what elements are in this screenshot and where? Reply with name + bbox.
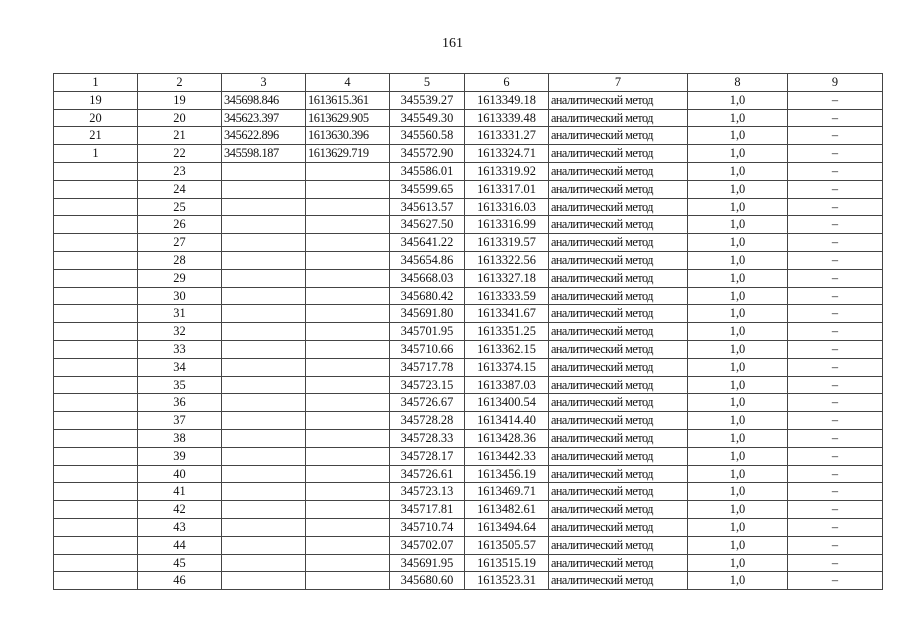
y-coordinate-cell: 1613400.54 xyxy=(465,394,549,412)
y-coordinate-cell: 1613324.71 xyxy=(465,145,549,163)
method-cell: аналитический метод xyxy=(549,109,688,127)
method-cell: аналитический метод xyxy=(549,162,688,180)
y-coordinate-cell: 1613428.36 xyxy=(465,429,549,447)
y-coordinate-cell: 1613629.905 xyxy=(306,109,390,127)
table-row xyxy=(54,180,883,198)
point-number-cell: 28 xyxy=(138,251,222,269)
x-coordinate-cell xyxy=(222,162,306,180)
y-coordinate-cell: 1613322.56 xyxy=(465,251,549,269)
method-cell: аналитический метод xyxy=(549,127,688,145)
x-coordinate-cell xyxy=(222,251,306,269)
method-cell: аналитический метод xyxy=(549,465,688,483)
point-number-cell: 34 xyxy=(138,358,222,376)
x-coordinate-cell xyxy=(222,269,306,287)
y-coordinate-cell: 1613327.18 xyxy=(465,269,549,287)
accuracy-cell: 1,0 xyxy=(688,518,788,536)
x-coordinate-cell xyxy=(222,447,306,465)
point-number-cell xyxy=(54,376,138,394)
y-coordinate-cell xyxy=(306,358,390,376)
point-number-cell: 27 xyxy=(138,234,222,252)
x-coordinate-cell: 345586.01 xyxy=(390,162,465,180)
column-header: 8 xyxy=(688,74,788,92)
accuracy-cell: 1,0 xyxy=(688,394,788,412)
x-coordinate-cell xyxy=(222,483,306,501)
y-coordinate-cell xyxy=(306,394,390,412)
method-cell: аналитический метод xyxy=(549,287,688,305)
y-coordinate-cell xyxy=(306,518,390,536)
accuracy-cell: 1,0 xyxy=(688,269,788,287)
accuracy-cell: 1,0 xyxy=(688,536,788,554)
x-coordinate-cell xyxy=(222,234,306,252)
x-coordinate-cell: 345560.58 xyxy=(390,127,465,145)
y-coordinate-cell: 1613351.25 xyxy=(465,323,549,341)
method-cell: аналитический метод xyxy=(549,145,688,163)
point-number-cell xyxy=(54,251,138,269)
accuracy-cell: 1,0 xyxy=(688,501,788,519)
x-coordinate-cell xyxy=(222,358,306,376)
note-cell: – xyxy=(788,554,883,572)
point-number-cell: 22 xyxy=(138,145,222,163)
table-row xyxy=(54,429,883,447)
y-coordinate-cell xyxy=(306,376,390,394)
method-cell: аналитический метод xyxy=(549,376,688,394)
note-cell: – xyxy=(788,91,883,109)
x-coordinate-cell xyxy=(222,572,306,590)
note-cell: – xyxy=(788,269,883,287)
column-header: 5 xyxy=(390,74,465,92)
column-header: 4 xyxy=(306,74,390,92)
x-coordinate-cell xyxy=(222,394,306,412)
method-cell: аналитический метод xyxy=(549,216,688,234)
y-coordinate-cell xyxy=(306,412,390,430)
table-row xyxy=(54,340,883,358)
note-cell: – xyxy=(788,234,883,252)
x-coordinate-cell: 345728.28 xyxy=(390,412,465,430)
x-coordinate-cell xyxy=(222,305,306,323)
note-cell: – xyxy=(788,358,883,376)
accuracy-cell: 1,0 xyxy=(688,483,788,501)
point-number-cell xyxy=(54,234,138,252)
table-row xyxy=(54,305,883,323)
note-cell: – xyxy=(788,572,883,590)
x-coordinate-cell: 345691.95 xyxy=(390,554,465,572)
x-coordinate-cell xyxy=(222,554,306,572)
note-cell: – xyxy=(788,412,883,430)
accuracy-cell: 1,0 xyxy=(688,572,788,590)
method-cell: аналитический метод xyxy=(549,269,688,287)
x-coordinate-cell: 345623.397 xyxy=(222,109,306,127)
point-number-cell: 44 xyxy=(138,536,222,554)
accuracy-cell: 1,0 xyxy=(688,287,788,305)
table-row xyxy=(54,216,883,234)
x-coordinate-cell: 345710.74 xyxy=(390,518,465,536)
method-cell: аналитический метод xyxy=(549,518,688,536)
point-number-cell: 32 xyxy=(138,323,222,341)
point-number-cell xyxy=(54,518,138,536)
y-coordinate-cell: 1613505.57 xyxy=(465,536,549,554)
column-header: 3 xyxy=(222,74,306,92)
method-cell: аналитический метод xyxy=(549,447,688,465)
table-row xyxy=(54,412,883,430)
y-coordinate-cell: 1613482.61 xyxy=(465,501,549,519)
note-cell: – xyxy=(788,501,883,519)
accuracy-cell: 1,0 xyxy=(688,412,788,430)
x-coordinate-cell xyxy=(222,429,306,447)
method-cell: аналитический метод xyxy=(549,394,688,412)
accuracy-cell: 1,0 xyxy=(688,145,788,163)
table-row xyxy=(54,323,883,341)
x-coordinate-cell: 345701.95 xyxy=(390,323,465,341)
y-coordinate-cell xyxy=(306,572,390,590)
accuracy-cell: 1,0 xyxy=(688,180,788,198)
point-number-cell xyxy=(54,340,138,358)
y-coordinate-cell xyxy=(306,198,390,216)
x-coordinate-cell: 345710.66 xyxy=(390,340,465,358)
point-number-cell: 36 xyxy=(138,394,222,412)
point-number-cell: 26 xyxy=(138,216,222,234)
x-coordinate-cell: 345668.03 xyxy=(390,269,465,287)
table-row xyxy=(54,127,883,145)
note-cell: – xyxy=(788,109,883,127)
x-coordinate-cell: 345717.81 xyxy=(390,501,465,519)
point-number-cell xyxy=(54,501,138,519)
point-number-cell: 1 xyxy=(54,145,138,163)
y-coordinate-cell xyxy=(306,287,390,305)
x-coordinate-cell xyxy=(222,501,306,519)
point-number-cell xyxy=(54,483,138,501)
point-number-cell: 39 xyxy=(138,447,222,465)
note-cell: – xyxy=(788,340,883,358)
point-number-cell xyxy=(54,216,138,234)
table-row xyxy=(54,536,883,554)
y-coordinate-cell: 1613331.27 xyxy=(465,127,549,145)
y-coordinate-cell xyxy=(306,251,390,269)
table-row xyxy=(54,376,883,394)
point-number-cell: 20 xyxy=(54,109,138,127)
point-number-cell: 33 xyxy=(138,340,222,358)
point-number-cell xyxy=(54,412,138,430)
method-cell: аналитический метод xyxy=(549,554,688,572)
y-coordinate-cell: 1613629.719 xyxy=(306,145,390,163)
x-coordinate-cell xyxy=(222,198,306,216)
x-coordinate-cell xyxy=(222,216,306,234)
method-cell: аналитический метод xyxy=(549,180,688,198)
table-row xyxy=(54,447,883,465)
method-cell: аналитический метод xyxy=(549,305,688,323)
x-coordinate-cell: 345627.50 xyxy=(390,216,465,234)
point-number-cell xyxy=(54,305,138,323)
x-coordinate-cell: 345549.30 xyxy=(390,109,465,127)
y-coordinate-cell: 1613319.92 xyxy=(465,162,549,180)
method-cell: аналитический метод xyxy=(549,340,688,358)
point-number-cell: 19 xyxy=(54,91,138,109)
y-coordinate-cell: 1613316.03 xyxy=(465,198,549,216)
y-coordinate-cell: 1613515.19 xyxy=(465,554,549,572)
y-coordinate-cell: 1613494.64 xyxy=(465,518,549,536)
point-number-cell xyxy=(54,465,138,483)
point-number-cell: 21 xyxy=(54,127,138,145)
accuracy-cell: 1,0 xyxy=(688,234,788,252)
note-cell: – xyxy=(788,251,883,269)
note-cell: – xyxy=(788,376,883,394)
x-coordinate-cell xyxy=(222,340,306,358)
point-number-cell xyxy=(54,536,138,554)
point-number-cell: 25 xyxy=(138,198,222,216)
y-coordinate-cell: 1613339.48 xyxy=(465,109,549,127)
note-cell: – xyxy=(788,465,883,483)
table-row xyxy=(54,109,883,127)
table-row xyxy=(54,554,883,572)
point-number-cell xyxy=(54,198,138,216)
method-cell: аналитический метод xyxy=(549,91,688,109)
table-row xyxy=(54,198,883,216)
point-number-cell xyxy=(54,180,138,198)
accuracy-cell: 1,0 xyxy=(688,465,788,483)
page-number: 161 xyxy=(442,36,463,51)
y-coordinate-cell xyxy=(306,269,390,287)
accuracy-cell: 1,0 xyxy=(688,127,788,145)
x-coordinate-cell: 345613.57 xyxy=(390,198,465,216)
method-cell: аналитический метод xyxy=(549,501,688,519)
table-row xyxy=(54,358,883,376)
note-cell: – xyxy=(788,323,883,341)
point-number-cell xyxy=(54,162,138,180)
y-coordinate-cell xyxy=(306,447,390,465)
table-row xyxy=(54,287,883,305)
accuracy-cell: 1,0 xyxy=(688,323,788,341)
note-cell: – xyxy=(788,198,883,216)
point-number-cell: 42 xyxy=(138,501,222,519)
column-header: 6 xyxy=(465,74,549,92)
x-coordinate-cell: 345622.896 xyxy=(222,127,306,145)
point-number-cell: 40 xyxy=(138,465,222,483)
y-coordinate-cell: 1613362.15 xyxy=(465,340,549,358)
x-coordinate-cell xyxy=(222,323,306,341)
x-coordinate-cell: 345572.90 xyxy=(390,145,465,163)
method-cell: аналитический метод xyxy=(549,572,688,590)
x-coordinate-cell: 345728.17 xyxy=(390,447,465,465)
point-number-cell xyxy=(54,358,138,376)
point-number-cell xyxy=(54,287,138,305)
accuracy-cell: 1,0 xyxy=(688,554,788,572)
note-cell: – xyxy=(788,216,883,234)
y-coordinate-cell: 1613630.396 xyxy=(306,127,390,145)
note-cell: – xyxy=(788,287,883,305)
y-coordinate-cell: 1613387.03 xyxy=(465,376,549,394)
accuracy-cell: 1,0 xyxy=(688,251,788,269)
x-coordinate-cell: 345717.78 xyxy=(390,358,465,376)
accuracy-cell: 1,0 xyxy=(688,340,788,358)
y-coordinate-cell: 1613317.01 xyxy=(465,180,549,198)
y-coordinate-cell: 1613349.18 xyxy=(465,91,549,109)
y-coordinate-cell xyxy=(306,180,390,198)
note-cell: – xyxy=(788,305,883,323)
point-number-cell: 37 xyxy=(138,412,222,430)
x-coordinate-cell: 345702.07 xyxy=(390,536,465,554)
x-coordinate-cell: 345728.33 xyxy=(390,429,465,447)
accuracy-cell: 1,0 xyxy=(688,162,788,180)
accuracy-cell: 1,0 xyxy=(688,429,788,447)
y-coordinate-cell: 1613333.59 xyxy=(465,287,549,305)
x-coordinate-cell: 345598.187 xyxy=(222,145,306,163)
table-row xyxy=(54,572,883,590)
point-number-cell xyxy=(54,394,138,412)
method-cell: аналитический метод xyxy=(549,412,688,430)
x-coordinate-cell: 345723.15 xyxy=(390,376,465,394)
y-coordinate-cell xyxy=(306,216,390,234)
y-coordinate-cell xyxy=(306,429,390,447)
point-number-cell xyxy=(54,554,138,572)
y-coordinate-cell: 1613523.31 xyxy=(465,572,549,590)
accuracy-cell: 1,0 xyxy=(688,376,788,394)
x-coordinate-cell: 345599.65 xyxy=(390,180,465,198)
note-cell: – xyxy=(788,145,883,163)
y-coordinate-cell xyxy=(306,323,390,341)
point-number-cell: 29 xyxy=(138,269,222,287)
x-coordinate-cell: 345726.61 xyxy=(390,465,465,483)
accuracy-cell: 1,0 xyxy=(688,109,788,127)
column-header: 2 xyxy=(138,74,222,92)
note-cell: – xyxy=(788,536,883,554)
x-coordinate-cell: 345539.27 xyxy=(390,91,465,109)
y-coordinate-cell xyxy=(306,465,390,483)
point-number-cell xyxy=(54,447,138,465)
accuracy-cell: 1,0 xyxy=(688,198,788,216)
table-row xyxy=(54,394,883,412)
table-header-row xyxy=(54,74,883,92)
y-coordinate-cell xyxy=(306,162,390,180)
y-coordinate-cell: 1613374.15 xyxy=(465,358,549,376)
x-coordinate-cell: 345641.22 xyxy=(390,234,465,252)
coordinates-table xyxy=(53,73,883,590)
note-cell: – xyxy=(788,518,883,536)
y-coordinate-cell: 1613469.71 xyxy=(465,483,549,501)
table-row xyxy=(54,483,883,501)
y-coordinate-cell xyxy=(306,536,390,554)
table-row xyxy=(54,465,883,483)
accuracy-cell: 1,0 xyxy=(688,358,788,376)
x-coordinate-cell: 345680.42 xyxy=(390,287,465,305)
point-number-cell: 46 xyxy=(138,572,222,590)
y-coordinate-cell: 1613319.57 xyxy=(465,234,549,252)
method-cell: аналитический метод xyxy=(549,323,688,341)
y-coordinate-cell: 1613316.99 xyxy=(465,216,549,234)
point-number-cell: 19 xyxy=(138,91,222,109)
table-row xyxy=(54,518,883,536)
point-number-cell: 45 xyxy=(138,554,222,572)
point-number-cell: 24 xyxy=(138,180,222,198)
accuracy-cell: 1,0 xyxy=(688,305,788,323)
accuracy-cell: 1,0 xyxy=(688,447,788,465)
method-cell: аналитический метод xyxy=(549,251,688,269)
table-row xyxy=(54,145,883,163)
point-number-cell xyxy=(54,323,138,341)
point-number-cell: 20 xyxy=(138,109,222,127)
x-coordinate-cell xyxy=(222,287,306,305)
method-cell: аналитический метод xyxy=(549,429,688,447)
method-cell: аналитический метод xyxy=(549,483,688,501)
table-row xyxy=(54,251,883,269)
y-coordinate-cell xyxy=(306,340,390,358)
point-number-cell: 41 xyxy=(138,483,222,501)
note-cell: – xyxy=(788,394,883,412)
x-coordinate-cell xyxy=(222,180,306,198)
point-number-cell: 38 xyxy=(138,429,222,447)
point-number-cell: 31 xyxy=(138,305,222,323)
note-cell: – xyxy=(788,429,883,447)
method-cell: аналитический метод xyxy=(549,536,688,554)
y-coordinate-cell: 1613341.67 xyxy=(465,305,549,323)
x-coordinate-cell: 345723.13 xyxy=(390,483,465,501)
x-coordinate-cell xyxy=(222,376,306,394)
x-coordinate-cell: 345654.86 xyxy=(390,251,465,269)
x-coordinate-cell xyxy=(222,465,306,483)
table-row xyxy=(54,501,883,519)
x-coordinate-cell xyxy=(222,518,306,536)
y-coordinate-cell: 1613615.361 xyxy=(306,91,390,109)
y-coordinate-cell: 1613456.19 xyxy=(465,465,549,483)
y-coordinate-cell: 1613442.33 xyxy=(465,447,549,465)
note-cell: – xyxy=(788,162,883,180)
method-cell: аналитический метод xyxy=(549,234,688,252)
point-number-cell: 30 xyxy=(138,287,222,305)
x-coordinate-cell xyxy=(222,536,306,554)
table-row xyxy=(54,269,883,287)
method-cell: аналитический метод xyxy=(549,358,688,376)
point-number-cell: 35 xyxy=(138,376,222,394)
point-number-cell xyxy=(54,269,138,287)
y-coordinate-cell xyxy=(306,501,390,519)
point-number-cell: 23 xyxy=(138,162,222,180)
accuracy-cell: 1,0 xyxy=(688,91,788,109)
table-row xyxy=(54,234,883,252)
note-cell: – xyxy=(788,483,883,501)
point-number-cell xyxy=(54,429,138,447)
point-number-cell: 43 xyxy=(138,518,222,536)
point-number-cell xyxy=(54,572,138,590)
column-header: 7 xyxy=(549,74,688,92)
x-coordinate-cell: 345698.846 xyxy=(222,91,306,109)
x-coordinate-cell xyxy=(222,412,306,430)
table-body xyxy=(54,91,883,589)
table-row xyxy=(54,91,883,109)
point-number-cell: 21 xyxy=(138,127,222,145)
method-cell: аналитический метод xyxy=(549,198,688,216)
note-cell: – xyxy=(788,447,883,465)
x-coordinate-cell: 345680.60 xyxy=(390,572,465,590)
note-cell: – xyxy=(788,180,883,198)
y-coordinate-cell xyxy=(306,483,390,501)
accuracy-cell: 1,0 xyxy=(688,216,788,234)
column-header: 9 xyxy=(788,74,883,92)
column-header: 1 xyxy=(54,74,138,92)
x-coordinate-cell: 345726.67 xyxy=(390,394,465,412)
x-coordinate-cell: 345691.80 xyxy=(390,305,465,323)
note-cell: – xyxy=(788,127,883,145)
y-coordinate-cell xyxy=(306,234,390,252)
y-coordinate-cell xyxy=(306,305,390,323)
table-row xyxy=(54,162,883,180)
y-coordinate-cell: 1613414.40 xyxy=(465,412,549,430)
y-coordinate-cell xyxy=(306,554,390,572)
